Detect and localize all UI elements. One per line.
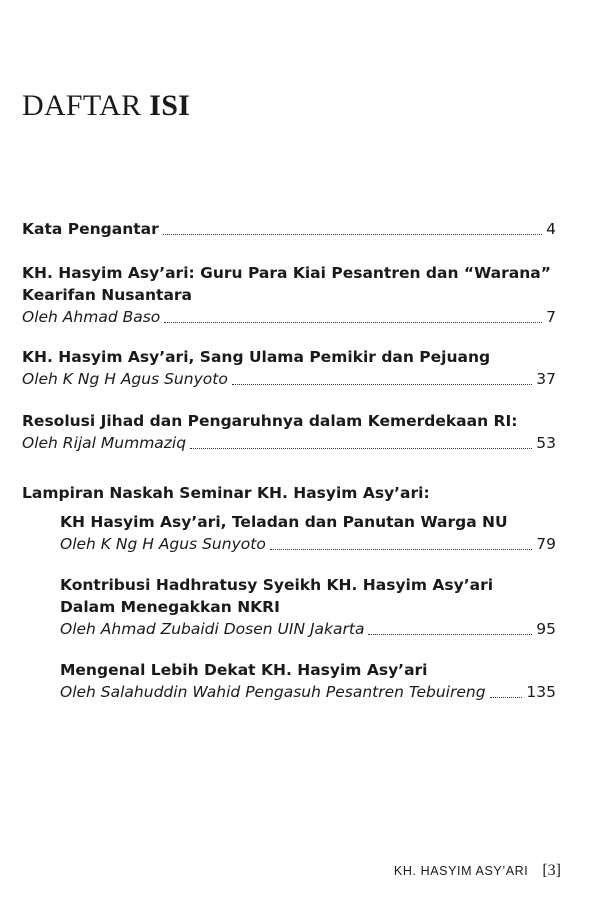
toc-entry-author: Oleh K Ng H Agus Sunyoto [22,370,228,388]
toc-entry-author: Oleh Rijal Mummaziq [22,434,187,452]
dot-leader [270,549,532,550]
toc-entry-author: Oleh Salahuddin Wahid Pengasuh Pesantren Tebuireng [60,683,486,701]
page-title-part1: DAFTAR [22,89,150,122]
toc-entry-heading: KH Hasyim Asy’ari, Teladan dan Panutan Warga NU [60,513,508,531]
toc-entry-page: 4 [546,220,556,238]
toc-entry-heading: KH. Hasyim Asy’ari, Sang Ulama Pemikir dan Pejuang [22,348,491,366]
toc-entry-kontribusi[interactable] [60,574,556,640]
dot-leader [163,234,542,235]
dot-leader [368,634,532,635]
toc-entry-page: 79 [536,535,556,553]
toc-section-heading: Lampiran Naskah Seminar KH. Hasyim Asy’ari: [22,484,430,502]
toc-entry-author: Oleh K Ng H Agus Sunyoto [60,535,266,553]
toc-entry-resolusi-jihad[interactable] [22,410,556,454]
toc-entry-heading: Resolusi Jihad dan Pengaruhnya dalam Kemerdekaan RI: [22,412,518,430]
toc-entry-kata-pengantar[interactable] [22,218,556,240]
toc-entry-mengenal[interactable] [60,659,556,703]
toc-entry-sang-ulama[interactable] [22,346,556,390]
page-number: [3] [542,862,561,879]
dot-leader [164,322,542,323]
toc-entry-page: 135 [526,683,556,701]
dot-leader [190,448,532,449]
toc-entry-heading: Kontribusi Hadhratusy Syeikh KH. Hasyim Asy’ari [60,576,494,594]
toc-entry-guru-para-kiai[interactable] [22,262,556,328]
page-footer [394,862,561,880]
dot-leader [490,697,523,698]
toc-section-lampiran [22,482,556,504]
toc-entry-author: Oleh Ahmad Baso [22,308,161,326]
dot-leader [232,384,532,385]
page-title [22,88,190,124]
toc-entry-page: 7 [546,308,556,326]
toc-entry-page: 95 [536,620,556,638]
toc-entry-page: 37 [536,370,556,388]
toc-entry-heading: Mengenal Lebih Dekat KH. Hasyim Asy’ari [60,661,428,679]
toc-entry-heading: Kata Pengantar [22,220,159,238]
toc-entry-heading: Kearifan Nusantara [22,286,193,304]
toc-entry-page: 53 [536,434,556,452]
toc-entry-author: Oleh Ahmad Zubaidi Dosen UIN Jakarta [60,620,365,638]
toc-entry-teladan[interactable] [60,511,556,555]
running-head: KH. HASYIM ASY’ARI [393,864,529,878]
toc-entry-heading: KH. Hasyim Asy’ari: Guru Para Kiai Pesantren dan “Warana” [22,264,551,282]
page-title-part2: ISI [149,89,191,122]
toc-entry-heading: Dalam Menegakkan NKRI [60,598,280,616]
